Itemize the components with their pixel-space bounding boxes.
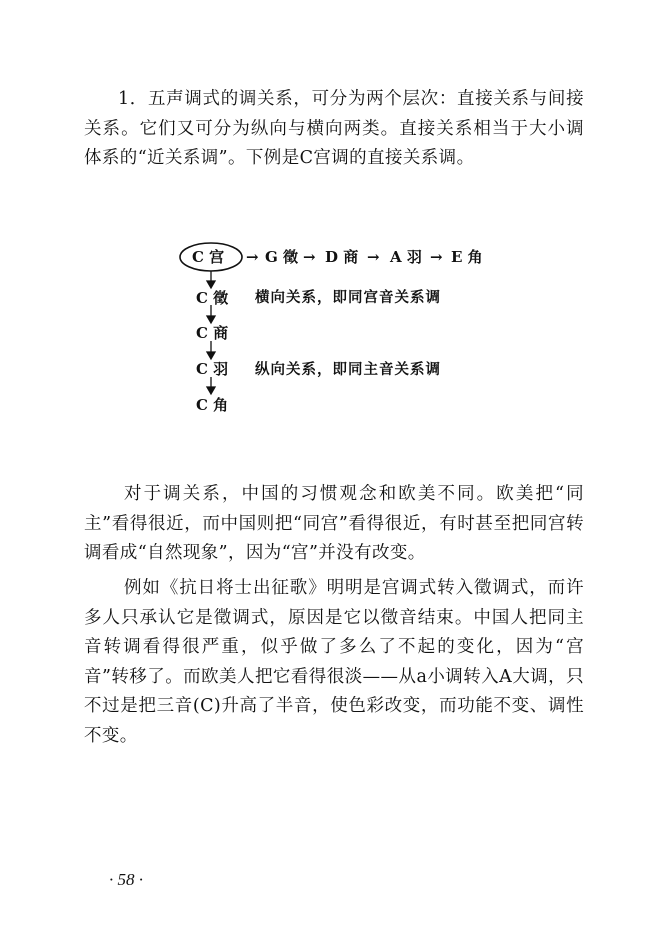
arrowhead-down-2 [207,316,215,323]
arrow-right-1: → [246,248,259,266]
root-key-label: C 宫 [192,248,225,266]
horizontal-key-3: A 羽 [390,248,422,266]
arrowhead-down-1 [207,281,215,288]
paragraph-comparison: 对于调关系，中国的习惯观念和欧美不同。欧美把“同主”看得很近，而中国则把“同宫”看得很近，有时甚至把同宫转调看成“自然现象”，因为“宫”并没有改变。 [84,484,584,563]
arrowhead-down-3 [207,352,215,359]
arrow-right-3: → [367,248,380,266]
arrow-right-2: → [303,248,316,266]
vertical-key-4: C 角 [196,396,229,414]
vertical-key-2: C 商 [196,324,229,342]
horizontal-key-2: D 商 [325,248,359,266]
vertical-relation-note: 纵向关系，即同主音关系调 [255,361,441,378]
horizontal-key-1: G 徵 [265,248,299,266]
paragraph-example: 例如《抗日将士出征歌》明明是宫调式转入徵调式，而许多人只承认它是徵调式，原因是它以徵音结束。中国人把同主音转调看得很严重，似乎做了多么了不起的变化，因为“宫音”转移了。而欧美人把它看得很淡——从a小调转入A大调，只不过是把三音(C)升高了半音，使色彩改变，而功能不变、调性不变。 [84,578,584,746]
vertical-key-1: C 徵 [196,289,229,307]
horizontal-relation-note: 横向关系，即同宫音关系调 [255,289,441,306]
page-number: · 58 · [109,870,143,889]
paragraph-intro: 1．五声调式的调关系，可分为两个层次：直接关系与间接关系。它们又可分为纵向与横向两类。直接关系相当于大小调体系的“近关系调”。下例是C宫调的直接关系调。 [84,89,584,168]
vertical-key-3: C 羽 [196,360,229,378]
arrowhead-down-4 [207,387,215,394]
arrow-right-4: → [430,248,443,266]
horizontal-key-4: E 角 [451,248,483,266]
